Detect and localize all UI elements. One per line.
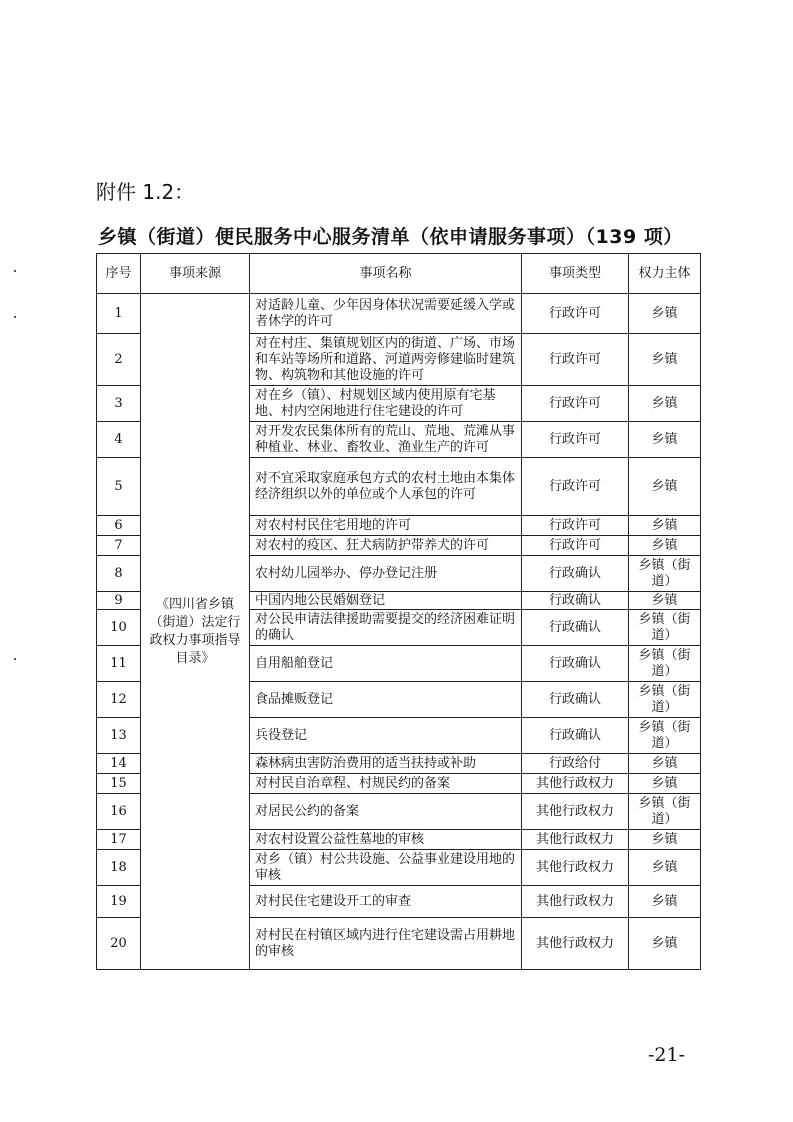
page-number: -21- (648, 1044, 686, 1066)
header-type: 事项类型 (522, 254, 629, 294)
row-name: 对村民住宅建设开工的审查 (250, 886, 522, 918)
table-header-row (97, 254, 701, 294)
row-seq: 17 (97, 830, 141, 850)
row-seq: 3 (97, 386, 141, 422)
row-seq: 12 (97, 682, 141, 718)
row-type: 其他行政权力 (522, 774, 629, 794)
row-type: 行政许可 (522, 334, 629, 386)
row-seq: 4 (97, 422, 141, 458)
row-subject: 乡镇 (629, 850, 701, 886)
row-seq: 13 (97, 718, 141, 754)
row-name: 对村民在村镇区域内进行住宅建设需占用耕地的审核 (250, 918, 522, 970)
scan-mark (14, 270, 16, 272)
row-type: 其他行政权力 (522, 830, 629, 850)
row-seq: 8 (97, 556, 141, 592)
row-type: 其他行政权力 (522, 794, 629, 830)
row-type: 行政确认 (522, 646, 629, 682)
row-name: 对农村的疫区、狂犬病防护带养犬的许可 (250, 536, 522, 556)
row-subject: 乡镇 (629, 830, 701, 850)
row-seq: 7 (97, 536, 141, 556)
row-subject: 乡镇 (629, 458, 701, 516)
row-type: 行政许可 (522, 536, 629, 556)
row-name: 对在乡（镇）、村规划区域内使用原有宅基地、村内空闲地进行住宅建设的许可 (250, 386, 522, 422)
row-name: 对适龄儿童、少年因身体状况需要延缓入学或者休学的许可 (250, 294, 522, 334)
row-name: 中国内地公民婚姻登记 (250, 592, 522, 610)
row-subject: 乡镇（街道） (629, 718, 701, 754)
row-seq: 20 (97, 918, 141, 970)
row-seq: 14 (97, 754, 141, 774)
row-name: 对村民自治章程、村规民约的备案 (250, 774, 522, 794)
row-subject: 乡镇 (629, 754, 701, 774)
attachment-label: 附件 1.2： (96, 180, 195, 204)
document-title: 乡镇（街道）便民服务中心服务清单（依申请服务事项）（139 项） (98, 226, 683, 248)
row-type: 行政许可 (522, 458, 629, 516)
row-seq: 5 (97, 458, 141, 516)
row-type: 行政许可 (522, 294, 629, 334)
row-name: 对在村庄、集镇规划区内的街道、广场、市场和车站等场所和道路、河道两旁修建临时建筑物、构筑物和其他设施的许可 (250, 334, 522, 386)
row-type: 行政给付 (522, 754, 629, 774)
row-subject: 乡镇（街道） (629, 610, 701, 646)
row-type: 其他行政权力 (522, 850, 629, 886)
row-subject: 乡镇 (629, 334, 701, 386)
row-seq: 18 (97, 850, 141, 886)
row-name: 自用船舶登记 (250, 646, 522, 682)
row-name: 对农村村民住宅用地的许可 (250, 516, 522, 536)
scan-mark (14, 658, 16, 660)
row-seq: 9 (97, 592, 141, 610)
row-seq: 15 (97, 774, 141, 794)
row-name: 对公民申请法律援助需要提交的经济困难证明的确认 (250, 610, 522, 646)
row-seq: 19 (97, 886, 141, 918)
row-subject: 乡镇 (629, 918, 701, 970)
header-subject: 权力主体 (629, 254, 701, 294)
service-list-table (96, 253, 701, 970)
row-seq: 10 (97, 610, 141, 646)
row-subject: 乡镇 (629, 294, 701, 334)
row-name: 食品摊贩登记 (250, 682, 522, 718)
row-subject: 乡镇 (629, 386, 701, 422)
header-seq: 序号 (97, 254, 141, 294)
row-subject: 乡镇（街道） (629, 682, 701, 718)
row-type: 行政确认 (522, 718, 629, 754)
row-type: 其他行政权力 (522, 886, 629, 918)
row-subject: 乡镇 (629, 886, 701, 918)
row-type: 其他行政权力 (522, 918, 629, 970)
row-subject: 乡镇 (629, 422, 701, 458)
row-subject: 乡镇 (629, 536, 701, 556)
row-type: 行政确认 (522, 610, 629, 646)
row-type: 行政许可 (522, 422, 629, 458)
row-subject: 乡镇 (629, 516, 701, 536)
row-subject: 乡镇 (629, 592, 701, 610)
row-seq: 2 (97, 334, 141, 386)
row-seq: 11 (97, 646, 141, 682)
row-name: 农村幼儿园举办、停办登记注册 (250, 556, 522, 592)
row-type: 行政确认 (522, 556, 629, 592)
row-name: 对不宜采取家庭承包方式的农村土地由本集体经济组织以外的单位或个人承包的许可 (250, 458, 522, 516)
table-body (97, 294, 701, 970)
row-type: 行政确认 (522, 592, 629, 610)
row-seq: 6 (97, 516, 141, 536)
row-name: 对居民公约的备案 (250, 794, 522, 830)
row-seq: 1 (97, 294, 141, 334)
row-seq: 16 (97, 794, 141, 830)
scan-mark (14, 316, 16, 318)
row-name: 对乡（镇）村公共设施、公益事业建设用地的审核 (250, 850, 522, 886)
row-name: 对农村设置公益性墓地的审核 (250, 830, 522, 850)
row-name: 森林病虫害防治费用的适当扶持或补助 (250, 754, 522, 774)
row-type: 行政许可 (522, 386, 629, 422)
header-source: 事项来源 (141, 254, 250, 294)
row-name: 对开发农民集体所有的荒山、荒地、荒滩从事种植业、林业、畜牧业、渔业生产的许可 (250, 422, 522, 458)
source-cell: 《四川省乡镇（街道）法定行政权力事项指导目录》 (141, 294, 250, 970)
row-subject: 乡镇（街道） (629, 646, 701, 682)
row-type: 行政许可 (522, 516, 629, 536)
row-type: 行政确认 (522, 682, 629, 718)
row-subject: 乡镇（街道） (629, 794, 701, 830)
row-subject: 乡镇 (629, 774, 701, 794)
table-row (97, 294, 701, 334)
header-name: 事项名称 (250, 254, 522, 294)
row-name: 兵役登记 (250, 718, 522, 754)
row-subject: 乡镇（街道） (629, 556, 701, 592)
